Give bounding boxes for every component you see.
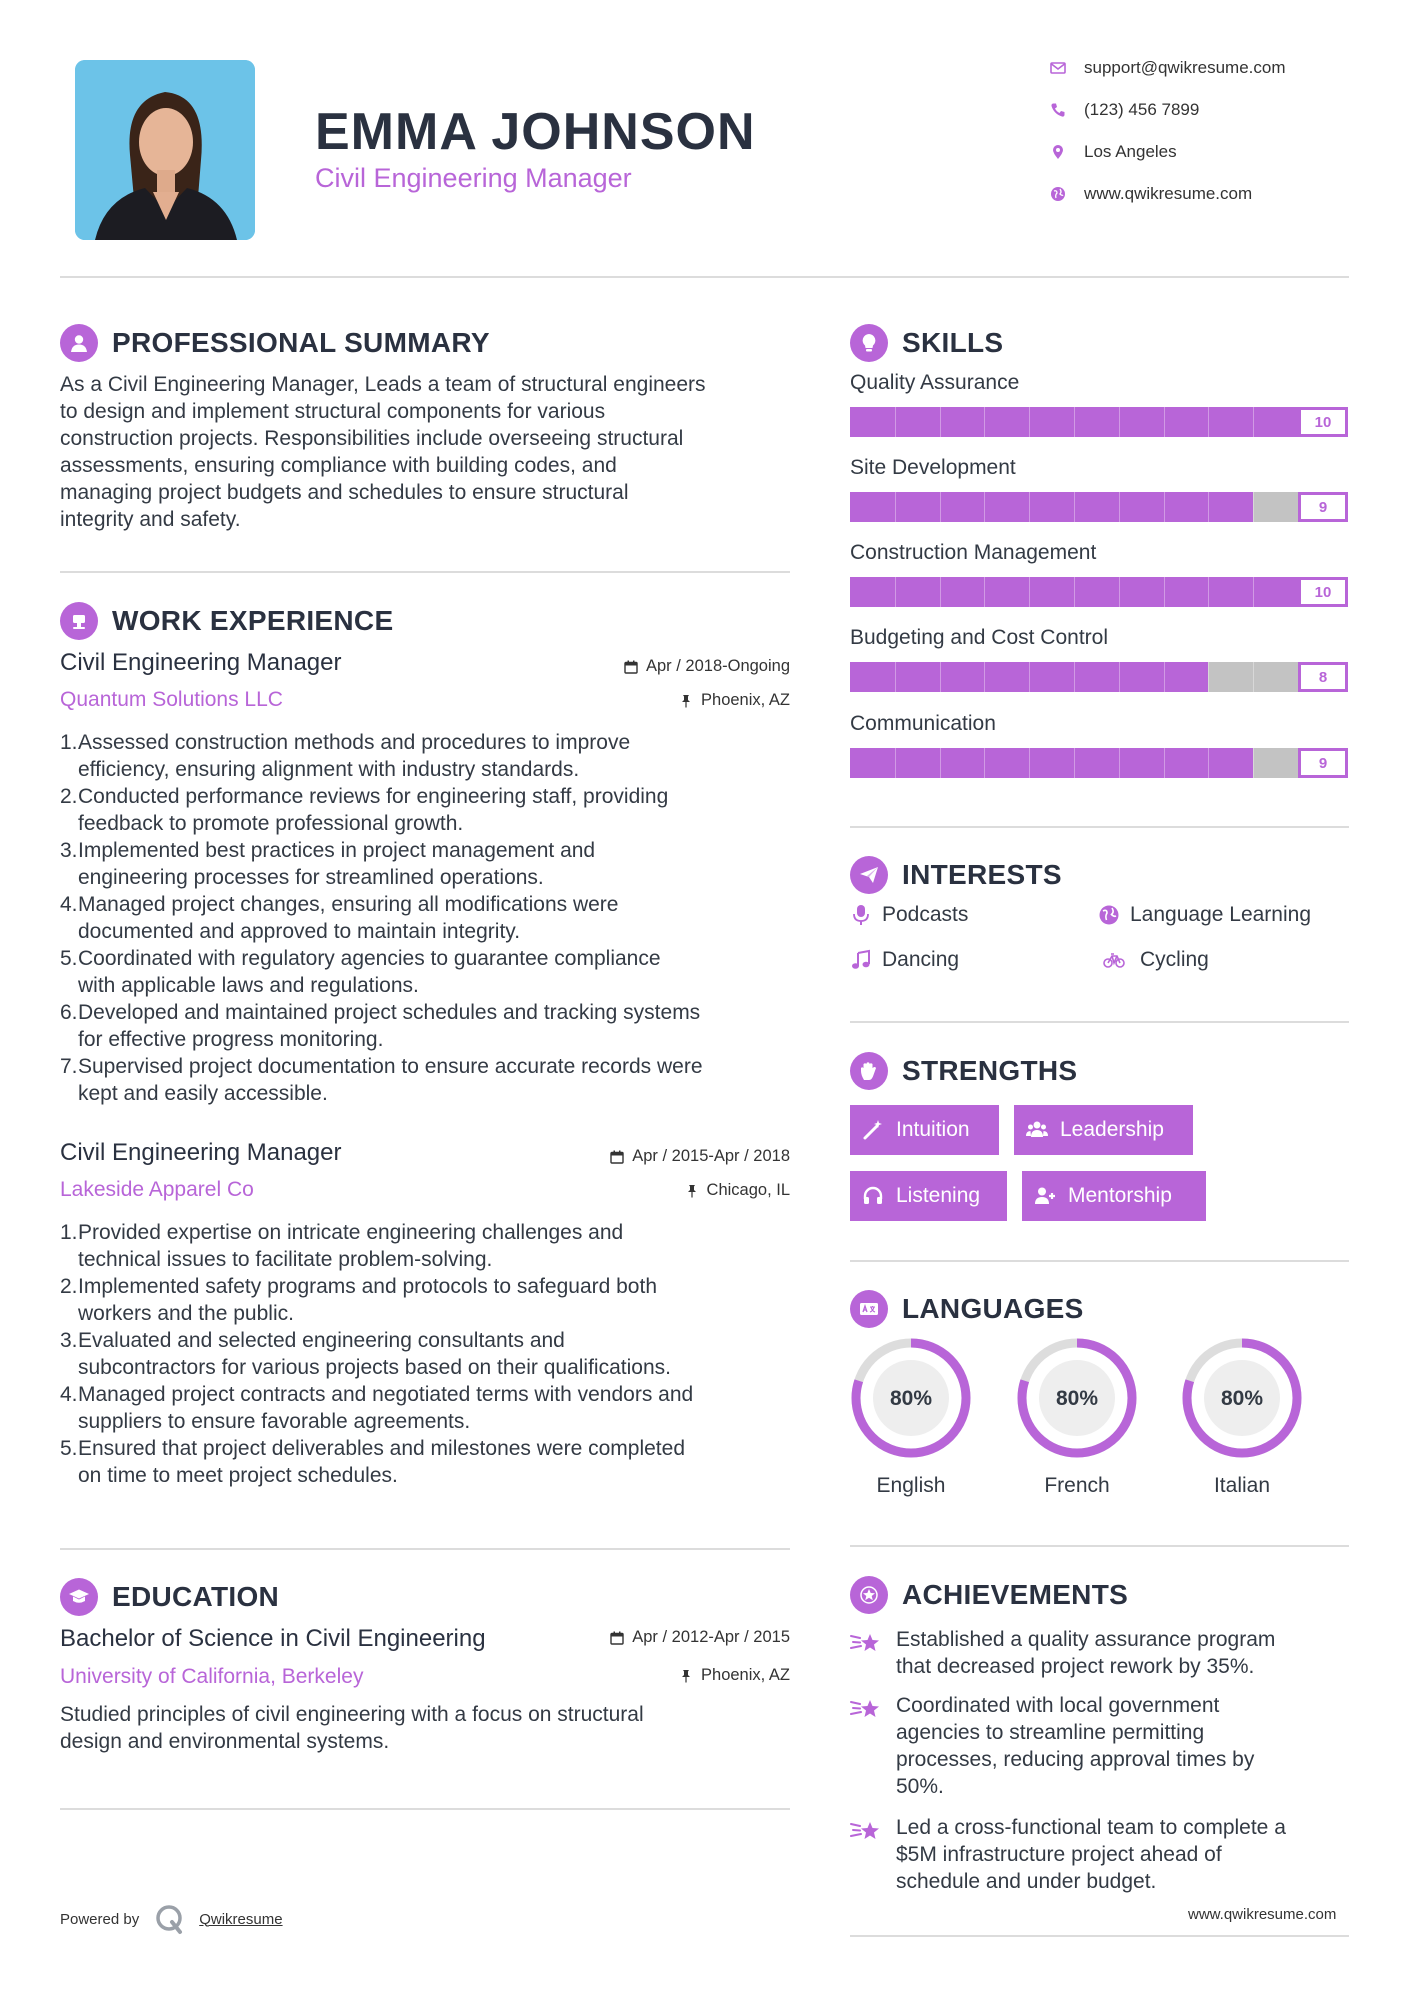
skill-bar-segment — [1164, 662, 1165, 692]
skill-bar-segment — [1253, 577, 1254, 607]
calendar-icon — [610, 1631, 624, 1645]
footer-divider — [850, 1935, 1349, 1937]
interest-item: Cycling — [1098, 948, 1209, 972]
skill-bar-segment — [895, 407, 896, 437]
pushpin-icon — [679, 1669, 693, 1683]
list-item: 7. Supervised project documentation to ensure accurate records were kept and easily accessible. — [60, 1055, 703, 1105]
interest-item: Dancing — [850, 948, 959, 972]
skill-bar-segment — [1208, 662, 1209, 692]
list-item: 2. Implemented safety programs and protocols to safeguard both workers and the public. — [60, 1275, 657, 1325]
music-note-icon — [850, 949, 872, 971]
summary-heading — [60, 324, 490, 362]
language-percent: 80% — [1220, 1387, 1264, 1410]
skill-bar-segment — [1029, 492, 1030, 522]
user-icon — [60, 324, 98, 362]
phone-icon — [1050, 102, 1066, 118]
languages-heading — [850, 1290, 1084, 1328]
education-heading — [60, 1578, 279, 1616]
interests-heading-text: INTERESTS — [902, 859, 1062, 890]
contact-phone[interactable] — [1050, 100, 1199, 120]
languages-divider — [850, 1545, 1349, 1547]
pushpin-icon — [679, 694, 693, 708]
language-icon — [850, 1290, 888, 1328]
skill-label: Communication — [850, 712, 996, 735]
degree-title: Bachelor of Science in Civil Engineering — [60, 1625, 486, 1652]
skill-bar-segment — [1208, 492, 1209, 522]
skill-bar-segment — [1253, 407, 1254, 437]
summary-text — [60, 371, 800, 533]
skill-bar-segment — [1074, 577, 1075, 607]
job-dates-text: Apr / 2015-Apr / 2018 — [632, 1147, 790, 1165]
skill-bar-segment — [1029, 662, 1030, 692]
strengths-heading-text: STRENGTHS — [902, 1055, 1078, 1086]
skill-bar-segment — [1253, 492, 1254, 522]
skill-bar — [850, 407, 1348, 437]
bicycle-icon — [1098, 949, 1130, 971]
achievements-heading-text: ACHIEVEMENTS — [902, 1579, 1129, 1610]
skill-bar-segment — [1253, 662, 1254, 692]
skill-bar-segment — [984, 662, 985, 692]
skill-bar-segment — [1119, 748, 1120, 778]
skill-bar — [850, 662, 1348, 692]
language-name: French — [1044, 1474, 1110, 1497]
microphone-icon — [850, 904, 872, 926]
achievement-item: Led a cross-functional team to complete a $5M infrastructure project ahead of schedule and under budget. — [850, 1814, 1350, 1895]
school-name: University of California, Berkeley — [60, 1665, 364, 1688]
skill-bar-fill — [850, 407, 1348, 437]
profile-photo — [75, 60, 255, 240]
skill-bar-segment — [1253, 748, 1254, 778]
headphones-icon — [862, 1185, 884, 1207]
list-item: 3. Implemented best practices in project management and engineering processes for streamlined operations. — [60, 839, 596, 889]
paper-plane-icon — [850, 856, 888, 894]
list-item: 5. Coordinated with regulatory agencies to guarantee compliance with applicable laws and regulations. — [60, 947, 661, 997]
skill-bar-segment — [1074, 748, 1075, 778]
skill-bar-segment — [1029, 577, 1030, 607]
achievement-item: Established a quality assurance program that decreased project rework by 35%. — [850, 1626, 1350, 1680]
skill-bar — [850, 748, 1348, 778]
strength-tag: Intuition — [850, 1105, 999, 1155]
user-plus-icon — [1034, 1185, 1056, 1207]
summary-divider — [60, 571, 790, 573]
skill-label: Budgeting and Cost Control — [850, 626, 1108, 649]
skills-heading-text: SKILLS — [902, 327, 1004, 358]
calendar-icon — [624, 660, 638, 674]
education-dates — [540, 1628, 790, 1647]
education-location — [560, 1666, 790, 1685]
job-location-text: Phoenix, AZ — [701, 691, 790, 709]
skill-label: Construction Management — [850, 541, 1097, 564]
skill-bar-segment — [895, 662, 896, 692]
summary-line: As a Civil Engineering Manager, Leads a team of structural engineers — [60, 373, 706, 396]
list-item: 1. Provided expertise on intricate engineering challenges and technical issues to facilitate problem-solving. — [60, 1221, 624, 1271]
language-progress-ring — [1015, 1336, 1139, 1460]
strength-tag: Listening — [850, 1171, 1007, 1221]
pushpin-icon — [685, 1184, 699, 1198]
interests-divider — [850, 1021, 1349, 1023]
education-heading-text: EDUCATION — [112, 1581, 280, 1612]
skill-bar-segment — [1119, 577, 1120, 607]
job-duties-list — [58, 1219, 798, 1489]
skill-bar-fill — [850, 577, 1348, 607]
job-duties-list — [58, 729, 798, 1107]
interest-item: Podcasts — [850, 903, 968, 927]
mail-icon — [1050, 60, 1066, 76]
achievements-heading — [850, 1576, 1128, 1614]
skill-score: 9 — [1298, 492, 1348, 522]
skill-score: 8 — [1298, 662, 1348, 692]
shooting-star-icon — [850, 1694, 882, 1722]
interest-item: Language Learning — [1098, 903, 1311, 927]
skill-bar-fill — [850, 492, 1253, 522]
skill-score: 10 — [1298, 407, 1348, 437]
qwikresume-link[interactable]: Qwikresume — [199, 1910, 283, 1928]
skill-bar-segment — [940, 748, 941, 778]
education-description: Studied principles of civil engineering with a focus on structural design and environmental systems. — [60, 1703, 644, 1753]
strengths-divider — [850, 1260, 1349, 1262]
skill-bar-segment — [895, 492, 896, 522]
skill-bar-segment — [984, 407, 985, 437]
skill-bar-segment — [940, 407, 941, 437]
skill-bar-segment — [1119, 662, 1120, 692]
summary-line: integrity and safety. — [60, 508, 241, 531]
job-company: Lakeside Apparel Co — [60, 1178, 254, 1201]
education-dates-text: Apr / 2012-Apr / 2015 — [632, 1628, 790, 1646]
skill-bar-segment — [940, 577, 941, 607]
skill-bar-segment — [895, 748, 896, 778]
candidate-title: Civil Engineering Manager — [315, 163, 632, 193]
skill-bar-segment — [1164, 577, 1165, 607]
job-location — [560, 691, 790, 710]
skill-bar-segment — [1208, 407, 1209, 437]
languages-heading-text: LANGUAGES — [902, 1293, 1084, 1324]
summary-line: to design and implement structural components for various — [60, 400, 606, 423]
briefcase-icon — [60, 602, 98, 640]
summary-line: construction projects. Responsibilities include overseeing structural — [60, 427, 684, 450]
experience-divider — [60, 1548, 790, 1550]
skill-bar-segment — [1029, 407, 1030, 437]
skill-bar-segment — [984, 492, 985, 522]
footer-website-link[interactable]: www.qwikresume.com — [1188, 1906, 1337, 1923]
globe-icon — [1098, 904, 1120, 926]
list-item: 3. Evaluated and selected engineering consultants and subcontractors for various projects based on their qualifications. — [60, 1329, 671, 1379]
shooting-star-icon — [850, 1816, 882, 1844]
skill-bar-segment — [1208, 748, 1209, 778]
contact-phone-text: (123) 456 7899 — [1084, 100, 1200, 119]
skill-bar-segment — [1074, 492, 1075, 522]
header-divider — [60, 276, 1349, 278]
list-item: 1. Assessed construction methods and procedures to improve efficiency, ensuring alignment with industry standards. — [60, 731, 631, 781]
job-dates-text: Apr / 2018-Ongoing — [645, 657, 790, 675]
skill-bar-segment — [1029, 748, 1030, 778]
list-item: 4. Managed project changes, ensuring all modifications were documented and approved to maintain integrity. — [60, 893, 619, 943]
skill-bar-segment — [940, 492, 941, 522]
achievement-item: Coordinated with local government agencies to streamline permitting processes, reducing approval times by 50%. — [850, 1692, 1350, 1800]
powered-by: Powered by Qwikresume — [60, 1903, 283, 1935]
graduation-cap-icon — [60, 1578, 98, 1616]
skills-divider — [850, 826, 1349, 828]
job-title: Civil Engineering Manager — [60, 649, 342, 676]
strength-tag: Mentorship — [1022, 1171, 1206, 1221]
skill-bar-segment — [940, 662, 941, 692]
summary-line: managing project budgets and schedules to ensure structural — [60, 481, 629, 504]
contact-email[interactable] — [1050, 58, 1286, 78]
experience-heading — [60, 602, 393, 640]
education-divider — [60, 1808, 790, 1810]
language-name: English — [876, 1474, 946, 1497]
language-progress-ring — [1180, 1336, 1304, 1460]
skills-heading — [850, 324, 1003, 362]
contact-website[interactable] — [1050, 184, 1252, 204]
skill-bar-segment — [1074, 407, 1075, 437]
users-icon — [1026, 1119, 1048, 1141]
shooting-star-icon — [850, 1628, 882, 1656]
skill-bar-segment — [1164, 748, 1165, 778]
summary-line: assessments, ensuring compliance with building codes, and — [60, 454, 617, 477]
experience-heading-text: WORK EXPERIENCE — [112, 605, 394, 636]
interests-heading — [850, 856, 1062, 894]
contact-website-text: www.qwikresume.com — [1084, 184, 1253, 203]
skill-bar — [850, 577, 1348, 607]
strength-tag: Leadership — [1014, 1105, 1193, 1155]
language-percent: 80% — [889, 1387, 933, 1410]
language-progress-ring — [849, 1336, 973, 1460]
list-item: 2. Conducted performance reviews for engineering staff, providing feedback to promote professional growth. — [60, 785, 669, 835]
skill-bar-segment — [984, 748, 985, 778]
job-location — [560, 1181, 790, 1200]
qwikresume-logo-icon — [153, 1903, 187, 1935]
candidate-name: EMMA JOHNSON — [315, 103, 756, 161]
skill-bar-segment — [1208, 577, 1209, 607]
contact-email-text: support@qwikresume.com — [1084, 58, 1286, 77]
star-badge-icon — [850, 1576, 888, 1614]
lightbulb-icon — [850, 324, 888, 362]
hand-icon — [850, 1052, 888, 1090]
job-title: Civil Engineering Manager — [60, 1139, 342, 1166]
magic-wand-icon — [862, 1119, 884, 1141]
language-name: Italian — [1213, 1474, 1271, 1497]
skill-bar — [850, 492, 1348, 522]
strengths-heading — [850, 1052, 1077, 1090]
location-pin-icon — [1050, 144, 1066, 160]
skill-bar-segment — [984, 577, 985, 607]
job-company: Quantum Solutions LLC — [60, 688, 283, 711]
skill-bar-segment — [1164, 407, 1165, 437]
skill-bar-segment — [1074, 662, 1075, 692]
skill-score: 10 — [1298, 577, 1348, 607]
job-dates — [540, 1147, 790, 1166]
skill-bar-segment — [1119, 492, 1120, 522]
contact-location — [1050, 142, 1177, 162]
job-dates — [560, 657, 790, 676]
list-item: 5. Ensured that project deliverables and milestones were completed on time to meet project schedules. — [60, 1437, 686, 1487]
calendar-icon — [610, 1150, 624, 1164]
skill-bar-segment — [1164, 492, 1165, 522]
globe-icon — [1050, 186, 1066, 202]
job-location-text: Chicago, IL — [706, 1181, 790, 1199]
skill-label: Site Development — [850, 456, 1016, 479]
contact-location-text: Los Angeles — [1084, 142, 1177, 161]
skill-label: Quality Assurance — [850, 371, 1020, 394]
language-percent: 80% — [1055, 1387, 1099, 1410]
list-item: 4. Managed project contracts and negotiated terms with vendors and suppliers to ensure favorable agreements. — [60, 1383, 694, 1433]
summary-heading-text: PROFESSIONAL SUMMARY — [112, 327, 490, 358]
skill-score: 9 — [1298, 748, 1348, 778]
skill-bar-segment — [1119, 407, 1120, 437]
skill-bar-segment — [895, 577, 896, 607]
skill-bar-fill — [850, 748, 1253, 778]
list-item: 6. Developed and maintained project schedules and tracking systems for effective progress monitoring. — [60, 1001, 701, 1051]
education-location-text: Phoenix, AZ — [701, 1666, 790, 1684]
